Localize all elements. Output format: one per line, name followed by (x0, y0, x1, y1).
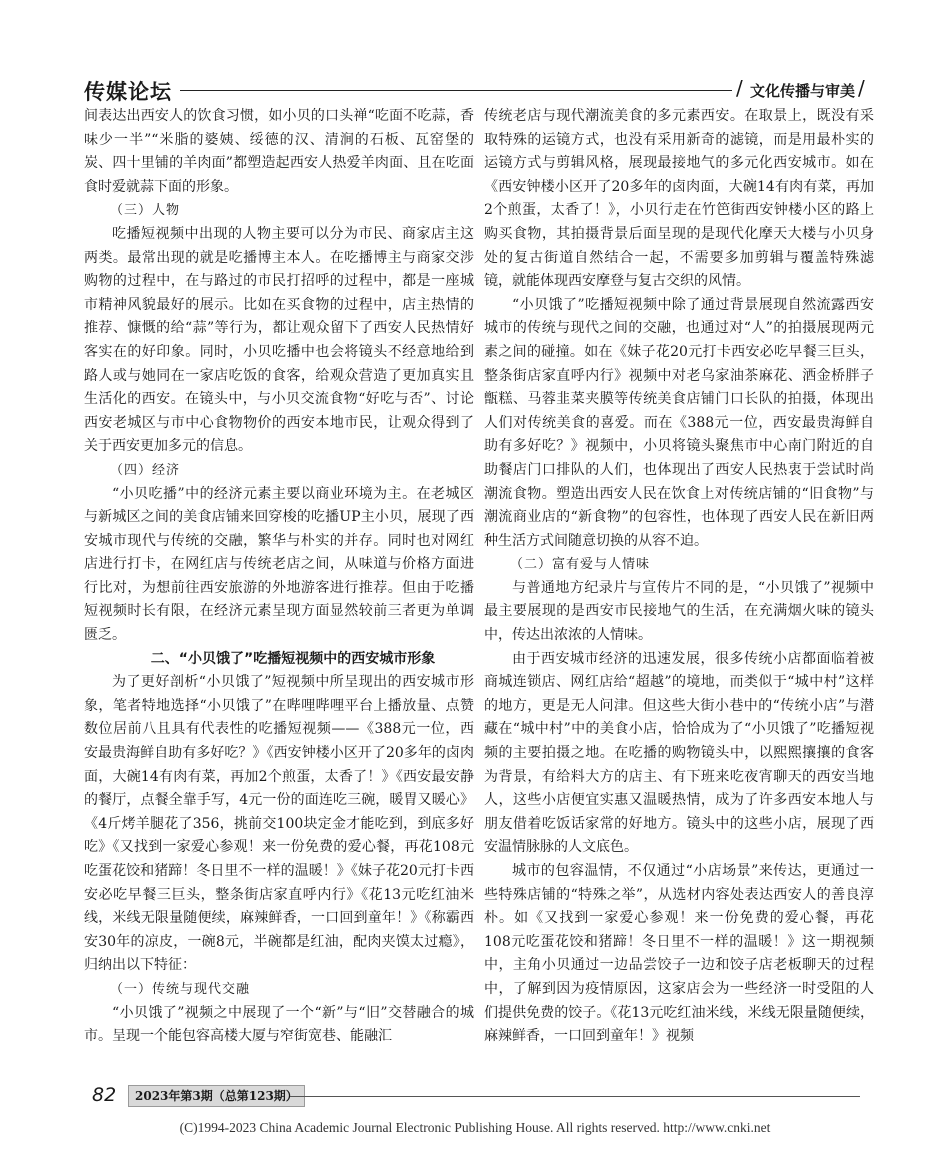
header-slash-left-icon: / (736, 76, 743, 100)
paragraph: “小贝吃播”中的经济元素主要以商业环境为主。在老城区与新城区之间的美食店铺来回穿梭的吃播UP主小贝，展现了西安城市现代与传统的交融，繁华与朴实的并存。同时也对网红店进行打卡，在网红店与传统老店之间，从味道与价格方面进行比对，为想前往西安旅游的外地游客进行推荐。但由于吃播短视频时长有限，在经济元素呈现方面显然较前三者更为单调匮乏。 (84, 485, 474, 644)
right-column (484, 105, 874, 1049)
paragraph: 由于西安城市经济的迅速发展，很多传统小店都面临着被商城连锁店、网红店给“超越”的境地，而类似于“城中村”这样的地方，更是无人问津。但这些大街小巷中的“传统小店”与潜藏在“城中村”中的美食小店，恰恰成为了“小贝饿了”吃播短视频的主要拍摄之地。在吃播的购物镜头中，以熙熙攘攘的食客为背景，有给料大方的店主、有下班来吃夜宵聊天的西安当地人，这些小店便宜实惠又温暖热情，成为了许多西安本地人与朋友借着吃饭话家常的好地方。镜头中的这些小店，展现了西安温情脉脉的人文底色。 (484, 650, 874, 856)
subsection-heading: （二）富有爱与人情味 (510, 557, 651, 573)
paragraph: 间表达出西安人的饮食习惯，如小贝的口头禅“吃面不吃蒜，香味少一半”“米脂的婆姨、绥德的汉、清涧的石板、瓦窑堡的炭、四十里铺的羊肉面”都塑造起西安人热爱羊肉面、且在吃面食时爱就蒜下面的形象。 (84, 108, 474, 195)
subsection-heading: （四）经济 (110, 462, 181, 478)
section-title: 文化传播与审美 (750, 82, 856, 100)
paragraph: 城市的包容温情，不仅通过“小店场景”来传达，更通过一些特殊店铺的“特殊之举”，从选材内容处表达西安人的善良淳朴。如《又找到一家爱心参观！来一份免费的爱心餐，再花108元吃蛋花饺和猪蹄！冬日里不一样的温暖！》这一期视频中，主角小贝通过一边品尝饺子一边和饺子店老板聊天的过程中，了解到因为疫情原因，这家店会为一些经济一时受阻的人们提供免费的饺子。《花13元吃红油米线，米线无限量随便续，麻辣鲜香，一口回到童年！》视频 (484, 863, 874, 1045)
header-rule (180, 90, 732, 91)
header-slash-right-icon: / (858, 76, 865, 100)
paragraph: “小贝饿了”视频之中展现了一个“新”与“旧”交替融合的城市。呈现一个能包容高楼大厦与窄街宽巷、能融汇 (84, 1004, 474, 1045)
paragraph: 与普通地方纪录片与宣传片不同的是，“小贝饿了”视频中最主要展现的是西安市民接地气的生活，在充满烟火味的镜头中，传达出浓浓的人情味。 (484, 579, 874, 644)
section-heading: 二、“小贝饿了”吃播短视频中的西安城市形象 (150, 650, 436, 667)
page-number: 82 (92, 1084, 117, 1106)
paragraph: 吃播短视频中出现的人物主要可以分为市民、商家店主这两类。最常出现的就是吃播博主本人。在吃播博主与商家交涉购物的过程中，在与路过的市民打招呼的过程中，都是一座城市精神风貌最好的展示。比如在买食物的过程中，店主热情的推荐、慷慨的给“蒜”等行为，都让观众留下了西安人民热情好客实在的好印象。同时，小贝吃播中也会将镜头不经意地给到路人或与她同在一家店吃饭的食客，给观众营造了更加真实且生活化的西安。在镜头中，与小贝交流食物“好吃与否”、讨论西安老城区与市中心食物物价的西安本地市民，让观众得到了关于西安更加多元的信息。 (84, 225, 474, 455)
paragraph: “小贝饿了”吃播短视频中除了通过背景展现自然流露西安城市的传统与现代之间的交融，也通过对“人”的拍摄展现两元素之间的碰撞。如在《妹子花20元打卡西安必吃早餐三巨头，整条街店家直呼内行》视频中对老乌家油茶麻花、洒金桥胖子甑糕、马蓉韭菜夹膜等传统美食店铺门口长队的拍摄，体现出人们对传统美食的喜爱。而在《388元一位，西安最贵海鲜自助有多好吃？》视频中，小贝将镜头聚焦市中心南门附近的自助餐店门口排队的人们，也体现出了西安人民热衷于尝试时尚潮流食物。塑造出西安人民在饮食上对传统店铺的“旧食物”与潮流商业店的“新食物”的包容性，也体现了西安人民在新旧两种生活方式间随意切换的从容不迫。 (484, 296, 874, 549)
subsection-heading: （一）传统与现代交融 (110, 981, 251, 997)
paragraph: 传统老店与现代潮流美食的多元素西安。在取景上，既没有采取特殊的运镜方式，也没有采用新奇的滤镜，而是用最朴实的运镜方式与剪辑风格，展现最接地气的多元化西安城市。如在《西安钟楼小区开了20多年的卤肉面，大碗14有肉有菜，再加2个煎蛋，太香了！》，小贝行走在竹笆街西安钟楼小区的路上购买食物，其拍摄背景后面呈现的是现代化摩天大楼与小贝身处的复古街道自然结合一起，不需要多加剪辑与覆盖特殊滤镜，就能体现西安摩登与复古交织的风情。 (484, 108, 874, 290)
copyright-notice: (C)1994-2023 China Academic Journal Electronic Publishing House. All rights reserved. http://www.cnki.net (179, 1120, 771, 1135)
footer-rule (290, 1096, 860, 1097)
paragraph: 为了更好剖析“小贝饿了”短视频中所呈现出的西安城市形象，笔者特地选择“小贝饿了”在哔哩哔哩平台上播放量、点赞数位居前八且具有代表性的吃播短视频——《388元一位，西安最贵海鲜自助有多好吃？》《西安钟楼小区开了20多年的卤肉面，大碗14有肉有菜，再加2个煎蛋，太香了！》《西安最安静的餐厅，点餐全靠手写，4元一份的面连吃三碗，暖胃又暖心》《4斤烤羊腿花了356，挑前交100块定金才能吃到，到底多好吃》《又找到一家爱心参观！来一份免费的爱心餐，再花108元吃蛋花饺和猪蹄！冬日里不一样的温暖！》《妹子花20元打卡西安必吃早餐三巨头，整条街店家直呼内行》《花13元吃红油米线，米线无限量随便续，麻辣鲜香，一口回到童年！》《称霸西安30年的凉皮，一碗8元，半碗都是红油，配肉夹馍太过瘾》，归纳出以下特征： (84, 674, 474, 974)
journal-title: 传媒论坛 (84, 79, 172, 104)
left-column (84, 105, 474, 1049)
subsection-heading: （三）人物 (110, 203, 181, 219)
issue-label: 2023年第3期（总第123期） (128, 1085, 305, 1107)
